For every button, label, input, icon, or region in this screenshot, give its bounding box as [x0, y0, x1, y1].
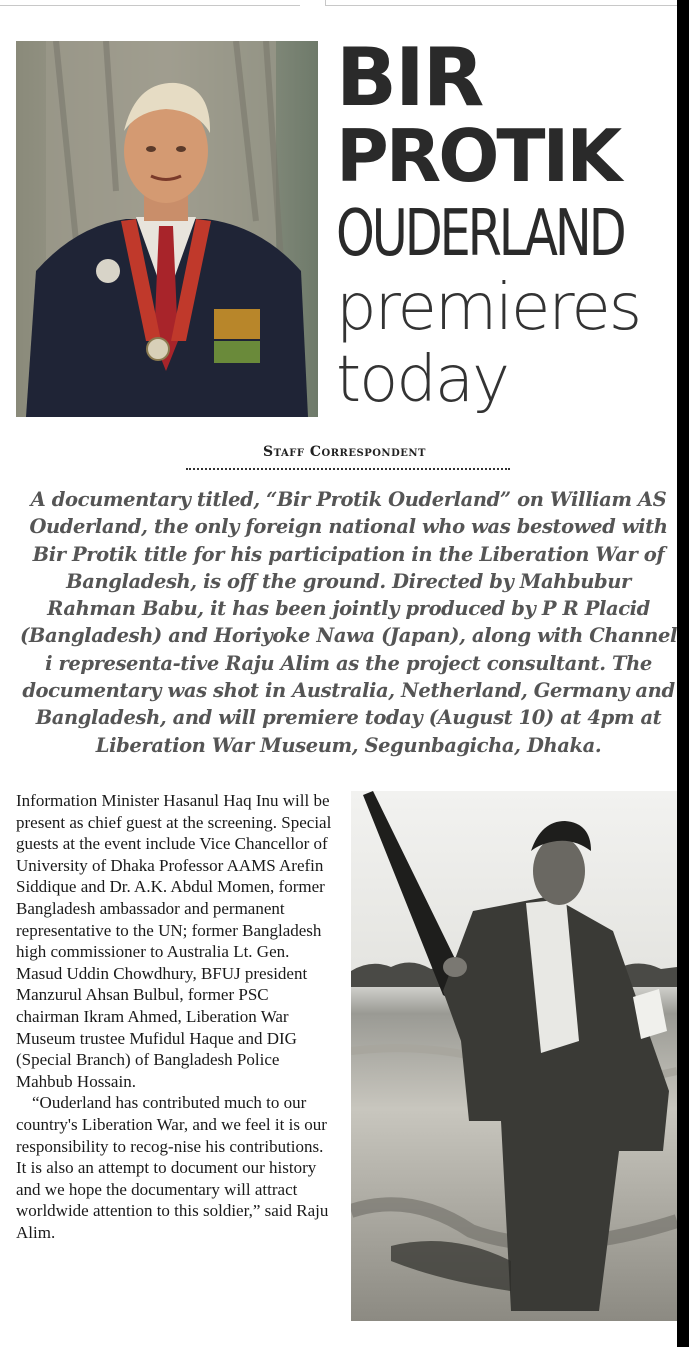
top-divider-right	[325, 0, 678, 6]
portrait-photo	[16, 41, 318, 417]
field-photo-illustration	[351, 791, 677, 1321]
headline-line-5: today	[336, 343, 508, 417]
headline-line-2: PROTIK	[336, 114, 620, 198]
byline: Staff Correspondent	[263, 444, 426, 460]
body-paragraph-1: Information Minister Hasanul Haq Inu will be present as chief guest at the screening. Special guests at the event include Vice Chancellor of University of Dhaka Professor AAMS Arefin Siddique and Dr. A.K. Abdul Momen, former Bangladesh ambassador and permanent representative to the UN; former Bangladesh high commissioner to Australia Lt. Gen. Masud Uddin Chowdhury, BFUJ president Manzurul Ahsan Bulbul, former PSC chairman Ikram Ahmed, Liberation War Museum trustee Mufidul Haque and DIG (Special Branch) of Bangladesh Police Mahbub Hossain.	[16, 791, 332, 1091]
headline-line-1: BIR	[336, 31, 483, 124]
top-divider-left	[0, 0, 300, 6]
headline-line-3: OUDERLAND	[336, 197, 624, 271]
article-lede: A documentary titled, “Bir Protik Ouderland” on William AS Ouderland, the only foreign national who was bestowed with Bir Protik title for his participation in the Liberation War of Bangladesh, is off the ground. Directed by Mahbubur Rahman Babu, it has been jointly produced by P R Placid (Bangladesh) and Horiyoke Nawa (Japan), along with Channel i representa-tive Raju Alim as the project consultant. The documentary was shot in Australia, Netherland, Germany and Bangladesh, and will premiere today (August 10) at 4pm at Liberation War Museum, Segunbagicha, Dhaka.	[20, 488, 677, 757]
headline-line-4: premieres	[336, 271, 641, 345]
body-paragraph-2: “Ouderland has contributed much to our country's Liberation War, and we feel it is our responsibility to recog-nise his contributions. It is also an attempt to document our history and we hope the documentary will attract worldwide attention to this soldier,” said Raju Alim.	[16, 1093, 329, 1242]
page-edge	[677, 0, 689, 1347]
dotted-divider	[186, 468, 510, 470]
article-body	[16, 790, 334, 1243]
headline	[336, 31, 678, 417]
field-photo	[351, 791, 677, 1321]
portrait-illustration	[16, 41, 318, 417]
